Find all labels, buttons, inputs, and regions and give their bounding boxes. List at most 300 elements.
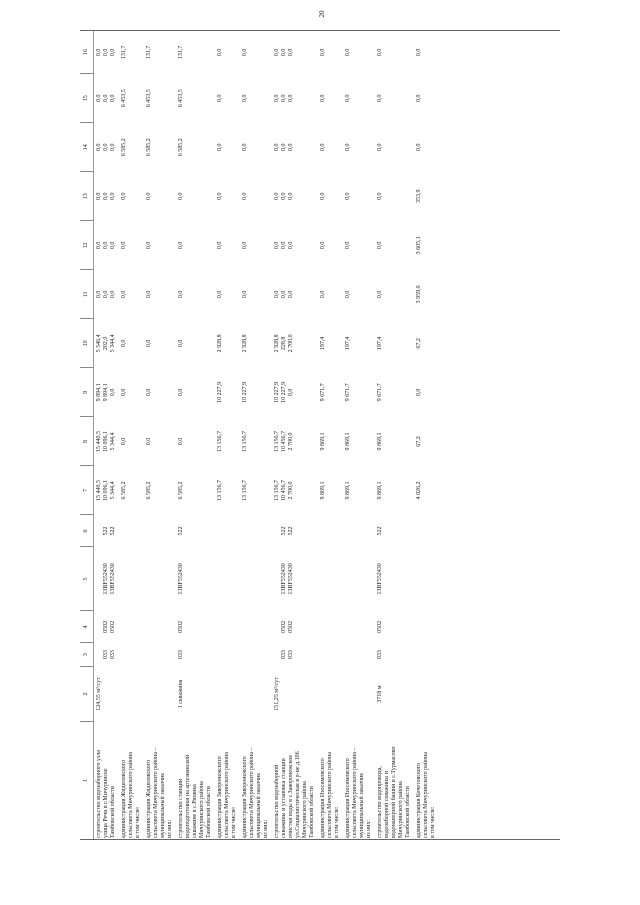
- cell-value: 0,0: [320, 192, 326, 201]
- description-line: сельсовета Мичуринского района –: [249, 747, 255, 838]
- cell-value: 0,0: [96, 48, 102, 57]
- cell-value: [121, 517, 128, 545]
- column-header-16: 16: [80, 31, 94, 74]
- cell-value: [121, 613, 128, 641]
- cell-value: 0,0: [281, 192, 287, 201]
- cell-value: 0,0: [178, 192, 184, 201]
- cell-value: 0,0: [288, 192, 294, 201]
- table-row: [414, 31, 439, 839]
- cell-value: [274, 645, 281, 664]
- cell-value: 0502: [110, 620, 116, 633]
- table-cell: [176, 466, 215, 515]
- table-cell: [176, 74, 215, 123]
- table-cell: [240, 417, 272, 466]
- cell-value: 522: [281, 526, 287, 536]
- row-description-cell: [176, 722, 215, 839]
- table-cell: [272, 123, 318, 172]
- cell-value: 197,4: [345, 336, 351, 351]
- table-cell: [215, 466, 240, 515]
- table-cell: [375, 123, 414, 172]
- table-body: [94, 31, 440, 839]
- cell-value: 197,4: [377, 336, 383, 351]
- cell-value: 0,0: [345, 241, 351, 250]
- table-cell: [375, 466, 414, 515]
- cell-value: 0,0: [345, 143, 351, 152]
- cell-value: 10 227,9: [217, 381, 223, 403]
- cell-value: [320, 668, 327, 719]
- table-cell: [414, 74, 439, 123]
- table-cell: [94, 319, 120, 368]
- table-cell: [176, 666, 215, 721]
- cell-value: 10 456,7: [281, 430, 287, 452]
- table-cell: [318, 270, 343, 319]
- description-line: в том числе:: [430, 806, 436, 838]
- cell-value: [274, 549, 281, 609]
- description-line: Тамбовской области: [110, 786, 116, 838]
- cell-value: [345, 549, 352, 609]
- cell-value: 0,0: [320, 143, 326, 152]
- table-cell: [318, 31, 343, 74]
- column-header-3: 3: [80, 643, 94, 666]
- cell-value: [96, 517, 103, 545]
- description-line: муниципальный заказчик: [359, 772, 365, 838]
- table-cell: [375, 270, 414, 319]
- cell-value: [96, 613, 103, 641]
- cell-value: 0,0: [178, 339, 184, 348]
- table-cell: [119, 319, 144, 368]
- cell-value: [345, 668, 352, 719]
- cell-value: 0,0: [121, 241, 127, 250]
- table-cell: [176, 368, 215, 417]
- table-cell: [176, 417, 215, 466]
- cell-value: 2 928,8: [217, 334, 223, 353]
- description-line: муниципальный заказчик: [160, 772, 166, 838]
- table-cell: [375, 319, 414, 368]
- cell-value: 0,0: [288, 143, 294, 152]
- table-cell: [272, 515, 318, 547]
- cell-value: 0,0: [178, 241, 184, 250]
- cell-value: 0502: [288, 620, 294, 633]
- table-cell: [318, 611, 343, 643]
- table-cell: [414, 466, 439, 515]
- table-cell: [119, 221, 144, 270]
- table-row: [343, 31, 375, 839]
- header-row: [80, 31, 94, 839]
- cell-value: [242, 613, 249, 641]
- column-header-12: 12: [80, 221, 94, 270]
- cell-value: [146, 668, 153, 719]
- table-cell: [144, 417, 176, 466]
- row-description-cell: [318, 722, 343, 839]
- cell-value: 67,2: [416, 338, 422, 349]
- table-row: [176, 31, 215, 839]
- cell-value: 0,0: [217, 48, 223, 57]
- table-cell: [144, 74, 176, 123]
- table-cell: [94, 515, 120, 547]
- description-line: водоподготовки на артезианской: [185, 754, 191, 838]
- cell-value: [96, 549, 103, 609]
- cell-value: 0,0: [345, 192, 351, 201]
- row-description-cell: [414, 722, 439, 839]
- table-cell: [272, 74, 318, 123]
- table-cell: [375, 643, 414, 666]
- description-line: из них:: [263, 819, 269, 838]
- cell-value: 0,0: [377, 48, 383, 57]
- cell-value: 0,0: [110, 48, 116, 57]
- cell-value: [121, 549, 128, 609]
- cell-value: [121, 645, 128, 664]
- description-line: из них:: [167, 819, 173, 838]
- cell-value: 522: [110, 526, 116, 536]
- table-cell: [94, 368, 120, 417]
- cell-value: [416, 645, 423, 664]
- cell-value: [416, 613, 423, 641]
- table-cell: [94, 466, 120, 515]
- cell-value: 0,0: [217, 192, 223, 201]
- table-cell: [414, 515, 439, 547]
- column-header-10: 10: [80, 319, 94, 368]
- cell-value: 0,0: [146, 290, 152, 299]
- table-cell: [240, 74, 272, 123]
- description-line: улица Речи в г.Мичуринске: [103, 768, 109, 838]
- rotated-table-wrapper: [80, 31, 560, 839]
- cell-value: 0,0: [320, 241, 326, 250]
- table-cell: [318, 515, 343, 547]
- cell-value: 4 026,2: [416, 481, 422, 500]
- column-header-4: 4: [80, 611, 94, 643]
- table-cell: [176, 123, 215, 172]
- cell-value: 0,0: [110, 143, 116, 152]
- description-line: муниципальный заказчик: [256, 772, 262, 838]
- description-line: Мичуринского района: [302, 781, 308, 838]
- cell-value: 033: [377, 650, 383, 660]
- cell-value: 1 скважина: [178, 679, 184, 709]
- table-cell: [343, 643, 375, 666]
- description-line: сельсовета Мичуринского района: [327, 752, 333, 838]
- cell-value: 228,8: [281, 336, 287, 351]
- description-line: водозаборной скважины и: [384, 771, 390, 838]
- cell-value: 13ВF552430: [110, 563, 116, 595]
- cell-value: 13 156,7: [242, 479, 248, 501]
- cell-value: 0,0: [242, 48, 248, 57]
- column-header-7: 7: [80, 466, 94, 515]
- table-cell: [94, 74, 120, 123]
- table-cell: [215, 123, 240, 172]
- cell-value: 0,0: [345, 290, 351, 299]
- cell-value: 0,0: [288, 241, 294, 250]
- description-line: строительство станции: [178, 778, 184, 838]
- table-cell: [119, 643, 144, 666]
- table-cell: [318, 417, 343, 466]
- cell-value: 131,7: [121, 45, 127, 60]
- table-cell: [176, 643, 215, 666]
- table-cell: [215, 319, 240, 368]
- table-cell: [215, 417, 240, 466]
- table-cell: [144, 611, 176, 643]
- cell-value: 0502: [103, 620, 109, 633]
- cell-value: 9 869,1: [320, 432, 326, 451]
- cell-value: 13ВF552430: [103, 563, 109, 595]
- table-cell: [272, 270, 318, 319]
- cell-value: 0,0: [345, 94, 351, 102]
- table-row: [375, 31, 414, 839]
- table-cell: [94, 270, 120, 319]
- table-cell: [375, 74, 414, 123]
- cell-value: 6 453,5: [121, 89, 127, 108]
- cell-value: 6 585,2: [121, 138, 127, 157]
- cell-value: 67,2: [416, 436, 422, 447]
- row-description-cell: [375, 722, 414, 839]
- cell-value: 131,7: [178, 45, 184, 60]
- cell-value: 13 156,7: [274, 479, 280, 501]
- table-cell: [215, 31, 240, 74]
- table-cell: [94, 417, 120, 466]
- table-cell: [272, 417, 318, 466]
- cell-value: 9 869,1: [345, 481, 351, 500]
- cell-value: 0,0: [281, 143, 287, 152]
- cell-value: 2 700,0: [288, 432, 294, 451]
- table-row: [272, 31, 318, 839]
- cell-value: 6 453,5: [146, 89, 152, 108]
- cell-value: [320, 613, 327, 641]
- cell-value: [217, 549, 224, 609]
- description-line: администрация Изосимовского: [320, 758, 326, 838]
- cell-value: 2 700,0: [288, 334, 294, 353]
- cell-value: 0,0: [103, 143, 109, 152]
- table-cell: [318, 319, 343, 368]
- table-row: [144, 31, 176, 839]
- cell-value: 10 096,1: [103, 430, 109, 452]
- table-cell: [215, 74, 240, 123]
- table-cell: [94, 611, 120, 643]
- cell-value: 0,0: [377, 143, 383, 152]
- cell-value: 0,0: [146, 339, 152, 348]
- cell-value: 6 585,2: [146, 481, 152, 500]
- table-cell: [343, 270, 375, 319]
- table-cell: [240, 172, 272, 221]
- cell-value: [146, 613, 153, 641]
- cell-value: 0,0: [288, 388, 294, 397]
- table-cell: [240, 123, 272, 172]
- cell-value: 0,0: [242, 143, 248, 152]
- table-cell: [215, 643, 240, 666]
- description-line: Мичуринского района: [398, 781, 404, 838]
- table-cell: [343, 547, 375, 611]
- cell-value: 0,0: [121, 339, 127, 348]
- table-cell: [414, 270, 439, 319]
- column-header-9: 9: [80, 368, 94, 417]
- cell-value: 0,0: [288, 290, 294, 299]
- cell-value: 0,0: [281, 48, 287, 57]
- cell-value: 033: [288, 650, 294, 660]
- table-cell: [343, 221, 375, 270]
- description-line: сельсовета Мичуринского района: [128, 752, 134, 838]
- cell-value: 6 585,2: [178, 481, 184, 500]
- cell-value: 0,0: [146, 388, 152, 397]
- table-cell: [343, 31, 375, 74]
- cell-value: 6 585,2: [146, 138, 152, 157]
- cell-value: 0,0: [274, 48, 280, 57]
- table-cell: [240, 31, 272, 74]
- table-cell: [94, 31, 120, 74]
- table-cell: [119, 123, 144, 172]
- description-line: администрация Жидиловского: [121, 759, 127, 838]
- cell-value: 0,0: [103, 290, 109, 299]
- cell-value: 522: [377, 526, 383, 536]
- table-cell: [240, 270, 272, 319]
- cell-value: 13 156,7: [217, 430, 223, 452]
- description-line: администрация Кочетовского: [416, 762, 422, 838]
- cell-value: [416, 517, 423, 545]
- description-line: сельсовета Мичуринского района –: [153, 747, 159, 838]
- table-cell: [318, 666, 343, 721]
- cell-value: 0,0: [274, 94, 280, 102]
- budget-table: [80, 31, 439, 839]
- cell-value: 124,55 м³/сут: [96, 677, 102, 711]
- table-cell: [144, 123, 176, 172]
- row-description-cell: [215, 722, 240, 839]
- cell-value: 0,0: [110, 388, 116, 397]
- table-cell: [375, 221, 414, 270]
- cell-value: [121, 668, 128, 719]
- cell-value: 0,0: [320, 94, 326, 102]
- table-cell: [215, 172, 240, 221]
- cell-value: 0,0: [103, 192, 109, 201]
- cell-value: 0,0: [103, 241, 109, 250]
- table-cell: [94, 123, 120, 172]
- table-cell: [119, 270, 144, 319]
- cell-value: 0,0: [416, 48, 422, 57]
- cell-value: [274, 517, 281, 545]
- cell-value: 15 440,5: [96, 479, 102, 501]
- cell-value: 033: [110, 650, 116, 660]
- table-cell: [414, 643, 439, 666]
- cell-value: 0,0: [96, 241, 102, 250]
- description-line: водонапорной башни в с.Турмасово: [391, 746, 397, 838]
- cell-value: 0,0: [281, 241, 287, 250]
- cell-value: 2 928,8: [274, 334, 280, 353]
- table-cell: [240, 368, 272, 417]
- row-description-cell: [119, 722, 144, 839]
- cell-value: [242, 668, 249, 719]
- table-cell: [414, 31, 439, 74]
- table-cell: [318, 643, 343, 666]
- cell-value: 3718 м: [377, 685, 383, 703]
- cell-value: [146, 549, 153, 609]
- cell-value: [96, 645, 103, 664]
- table-cell: [272, 666, 318, 721]
- description-line: строительство водозаборной: [274, 764, 280, 838]
- cell-value: 9 894,1: [103, 383, 109, 402]
- cell-value: 202,0: [103, 336, 109, 351]
- row-description-cell: [144, 722, 176, 839]
- table-cell: [240, 547, 272, 611]
- description-line: сельсовета Мичуринского района: [224, 752, 230, 838]
- table-cell: [272, 319, 318, 368]
- table-cell: [272, 368, 318, 417]
- cell-value: 5 344,4: [110, 481, 116, 500]
- description-line: Мичуринского района: [199, 781, 205, 838]
- cell-value: 0,0: [178, 290, 184, 299]
- cell-value: 9 869,1: [345, 432, 351, 451]
- cell-value: 0502: [281, 620, 287, 633]
- description-line: в том числе:: [135, 806, 141, 838]
- description-line: администрация Жидиловского: [146, 759, 152, 838]
- cell-value: 0,0: [416, 94, 422, 102]
- table-cell: [215, 515, 240, 547]
- table-cell: [375, 31, 414, 74]
- table-cell: [272, 221, 318, 270]
- table-cell: [144, 466, 176, 515]
- cell-value: 0,0: [110, 290, 116, 299]
- cell-value: 0,0: [377, 290, 383, 299]
- cell-value: 0,0: [146, 241, 152, 250]
- description-line: очистки воды в с.Заворонежское: [288, 754, 294, 838]
- cell-value: 5 546,4: [96, 334, 102, 353]
- cell-value: 131,7: [146, 45, 152, 60]
- cell-value: 10 227,9: [274, 381, 280, 403]
- cell-value: 0,0: [242, 94, 248, 102]
- cell-value: [242, 549, 249, 609]
- table-cell: [176, 31, 215, 74]
- cell-value: 9 671,7: [345, 383, 351, 402]
- table-cell: [144, 368, 176, 417]
- cell-value: [416, 549, 423, 609]
- cell-value: 0,0: [416, 388, 422, 397]
- table-cell: [119, 172, 144, 221]
- cell-value: 9 671,7: [377, 383, 383, 402]
- table-cell: [176, 172, 215, 221]
- cell-value: 10 456,7: [281, 479, 287, 501]
- cell-value: 0,0: [416, 143, 422, 152]
- table-cell: [144, 319, 176, 368]
- row-description-cell: [272, 722, 318, 839]
- table-cell: [375, 547, 414, 611]
- cell-value: 13ВF552430: [281, 563, 287, 595]
- column-header-6: 6: [80, 515, 94, 547]
- cell-value: [320, 549, 327, 609]
- cell-value: 0,0: [288, 48, 294, 57]
- cell-value: 522: [178, 526, 184, 536]
- cell-value: 9 869,1: [377, 481, 383, 500]
- cell-value: 10 227,9: [281, 381, 287, 403]
- table-cell: [240, 611, 272, 643]
- cell-value: 033: [178, 650, 184, 660]
- table-cell: [240, 515, 272, 547]
- table-cell: [240, 319, 272, 368]
- description-line: сельсовета Мичуринского района: [423, 752, 429, 838]
- cell-value: 522: [103, 526, 109, 536]
- cell-value: [242, 645, 249, 664]
- table-cell: [119, 611, 144, 643]
- table-cell: [144, 515, 176, 547]
- table-cell: [343, 417, 375, 466]
- column-header-5: 5: [80, 547, 94, 611]
- description-line: в том числе:: [334, 806, 340, 838]
- cell-value: 13ВF552430: [377, 563, 383, 595]
- table-cell: [375, 515, 414, 547]
- table-cell: [215, 368, 240, 417]
- table-cell: [144, 547, 176, 611]
- description-line: скважине в с.Рязанка: [192, 784, 198, 838]
- table-cell: [272, 466, 318, 515]
- table-cell: [215, 547, 240, 611]
- cell-value: 353,9: [416, 189, 422, 204]
- cell-value: [217, 645, 224, 664]
- column-header-13: 13: [80, 172, 94, 221]
- table-cell: [119, 368, 144, 417]
- column-header-11: 11: [80, 270, 94, 319]
